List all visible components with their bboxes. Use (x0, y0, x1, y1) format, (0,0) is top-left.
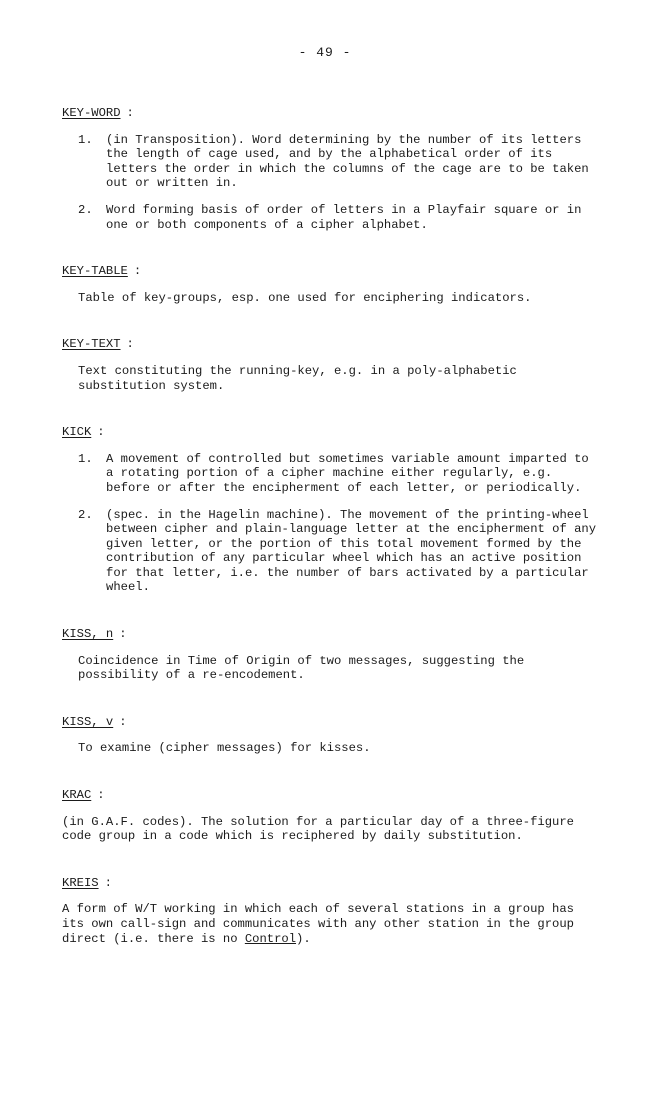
term-key-word: KEY-WORD (62, 106, 121, 120)
definition-text: Table of key-groups, esp. one used for enciphering indicators. (78, 290, 532, 305)
definition-text: (in G.A.F. codes). The solution for a particular day of a three-figure code group in a code which is reciphered by daily substitution. (62, 814, 574, 844)
term-kick: KICK (62, 425, 92, 440)
term-kiss-n: KISS, n (62, 627, 114, 642)
glossary-content (62, 106, 602, 978)
sense-2 (78, 203, 602, 232)
sense-1 (78, 452, 602, 496)
entry-key-word: KEY-WORD : 1. (in Transposition). Word determining by the number of its letters the length of cage used, and by the alphabetical order of its letters the order in which the columns of the cage are to be taken out or written in. 2. Word forming basis of order of letters in a Playfair square or in one or both components of a cipher alphabet. (62, 106, 602, 232)
definition-text: Text constituting the running-key, e.g. in a poly-alphabetic substitution system. (78, 363, 517, 393)
sense-text: (spec. in the Hagelin machine). The movement of the printing-wheel between cipher and plain-language letter at the encipherment of any given letter, or the portion of this total movement formed by the contribution of any particular wheel which has an active position for that letter, i.e. the number of bars activated by a particular wheel. (106, 507, 597, 595)
page-number: - 49 - (298, 45, 352, 60)
term-key-text: KEY-TEXT (62, 337, 121, 352)
sense-1 (78, 133, 602, 191)
entry-kreis: KREIS : A form of W/T working in which each of several stations in a group has its own call-sign and communicates with any other station in the group direct (i.e. there is no Control). (62, 876, 602, 946)
term-kreis: KREIS (62, 875, 99, 890)
definition-text: To examine (cipher messages) for kisses. (78, 741, 371, 756)
entry-krac: KRAC : (in G.A.F. codes). The solution for a particular day of a three-figure code group in a code which is reciphered by daily substitution. (62, 788, 602, 844)
term-key-table: KEY-TABLE (62, 264, 128, 279)
sense-number: 1. (78, 451, 93, 466)
entry-kiss-n: KISS, n : Coincidence in Time of Origin of two messages, suggesting the possibility of a re-encodement. (62, 627, 602, 683)
sense-number: 1. (78, 132, 93, 147)
term-kiss-v: KISS, v (62, 714, 114, 729)
sense-number: 2. (78, 202, 93, 217)
sense-text: Word forming basis of order of letters in a Playfair square or in one or both components of a cipher alphabet. (106, 202, 582, 232)
definition-text: A form of W/T working in which each of several stations in a group has its own call-sign and communicates with any other station in the group direct (i.e. there is no Control). (62, 902, 574, 946)
definition-text: Coincidence in Time of Origin of two messages, suggesting the possibility of a re-encodement. (78, 653, 525, 683)
entry-key-table: KEY-TABLE : Table of key-groups, esp. one used for enciphering indicators. (62, 264, 602, 305)
entry-key-text: KEY-TEXT : Text constituting the running-key, e.g. in a poly-alphabetic substitution system. (62, 337, 602, 393)
sense-2 (78, 508, 602, 596)
entry-kiss-v: KISS, v : To examine (cipher messages) for kisses. (62, 715, 602, 756)
term-krac: KRAC (62, 788, 92, 803)
sense-text: A movement of controlled but sometimes variable amount imparted to a rotating portion of a cipher machine either regularly, e.g. before or after the encipherment of each letter, or periodically. (106, 451, 589, 495)
sense-text: (in Transposition). Word determining by the number of its letters the length of cage used, and by the alphabetical order of its letters the order in which the columns of the cage are to be taken out or written in. (106, 132, 589, 191)
cross-reference-control: Control (244, 931, 297, 946)
entry-kick: KICK : 1. A movement of controlled but sometimes variable amount imparted to a rotating portion of a cipher machine either regularly, e.g. before or after the encipherment of each letter, or periodically. 2. (spec. in the Hagelin machine). The movement of the printing-wheel between cipher and plain-language letter at the encipherment of any given letter, or the portion of this total movement formed by the contribution of any particular wheel which has an active position for that letter, i.e. the number of bars activated by a particular wheel. (62, 425, 602, 595)
sense-number: 2. (78, 507, 93, 522)
